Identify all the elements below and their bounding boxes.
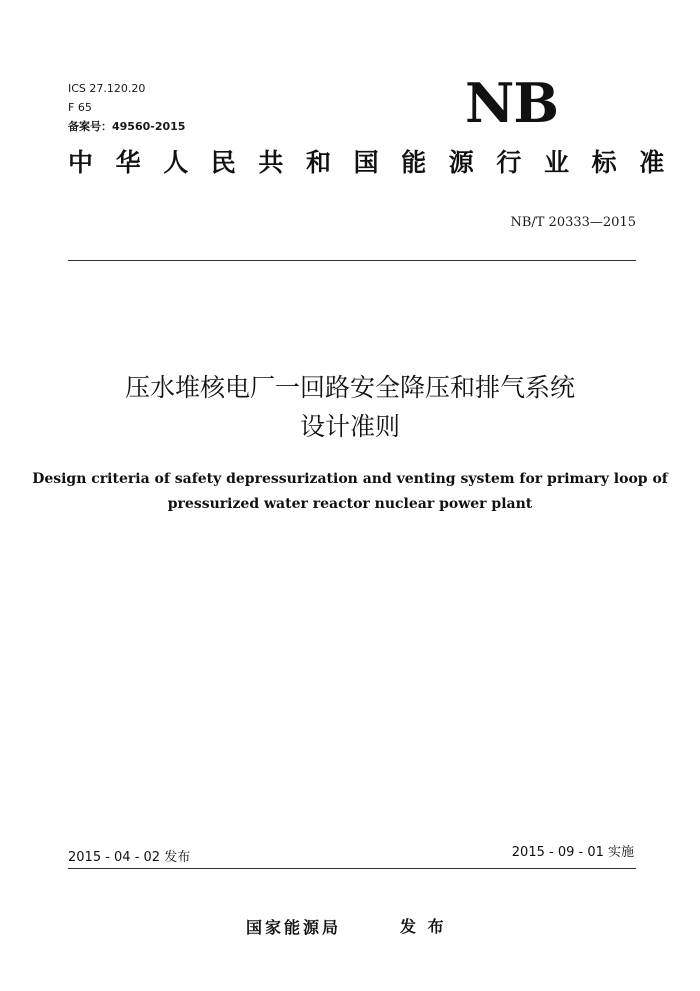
- issue-date: 2015 - 04 - 02 发布: [68, 850, 191, 865]
- nb-logo: NB: [465, 71, 559, 135]
- header-divider: [68, 260, 636, 261]
- footer-divider: [68, 868, 636, 869]
- record-number: 备案号：49560-2015: [68, 120, 186, 133]
- title-en-line1: Design criteria of safety depressurization and venting system for primary loop of: [32, 471, 668, 487]
- ccs-code: F 65: [68, 101, 92, 114]
- standard-number: NB/T 20333—2015: [510, 215, 636, 230]
- title-zh-line2: 设计准则: [299, 412, 400, 441]
- org-title: 中华人民共和国能源行业标准: [68, 148, 687, 177]
- issuer-name: 国家能源局: [246, 918, 342, 937]
- effective-date: 2015 - 09 - 01 实施: [511, 845, 634, 860]
- issue-word: 发 布: [400, 917, 447, 936]
- title-zh-line1: 压水堆核电厂一回路安全降压和排气系统: [124, 373, 575, 402]
- title-en-line2: pressurized water reactor nuclear power plant: [167, 496, 533, 512]
- ics-code: ICS 27.120.20: [68, 82, 146, 95]
